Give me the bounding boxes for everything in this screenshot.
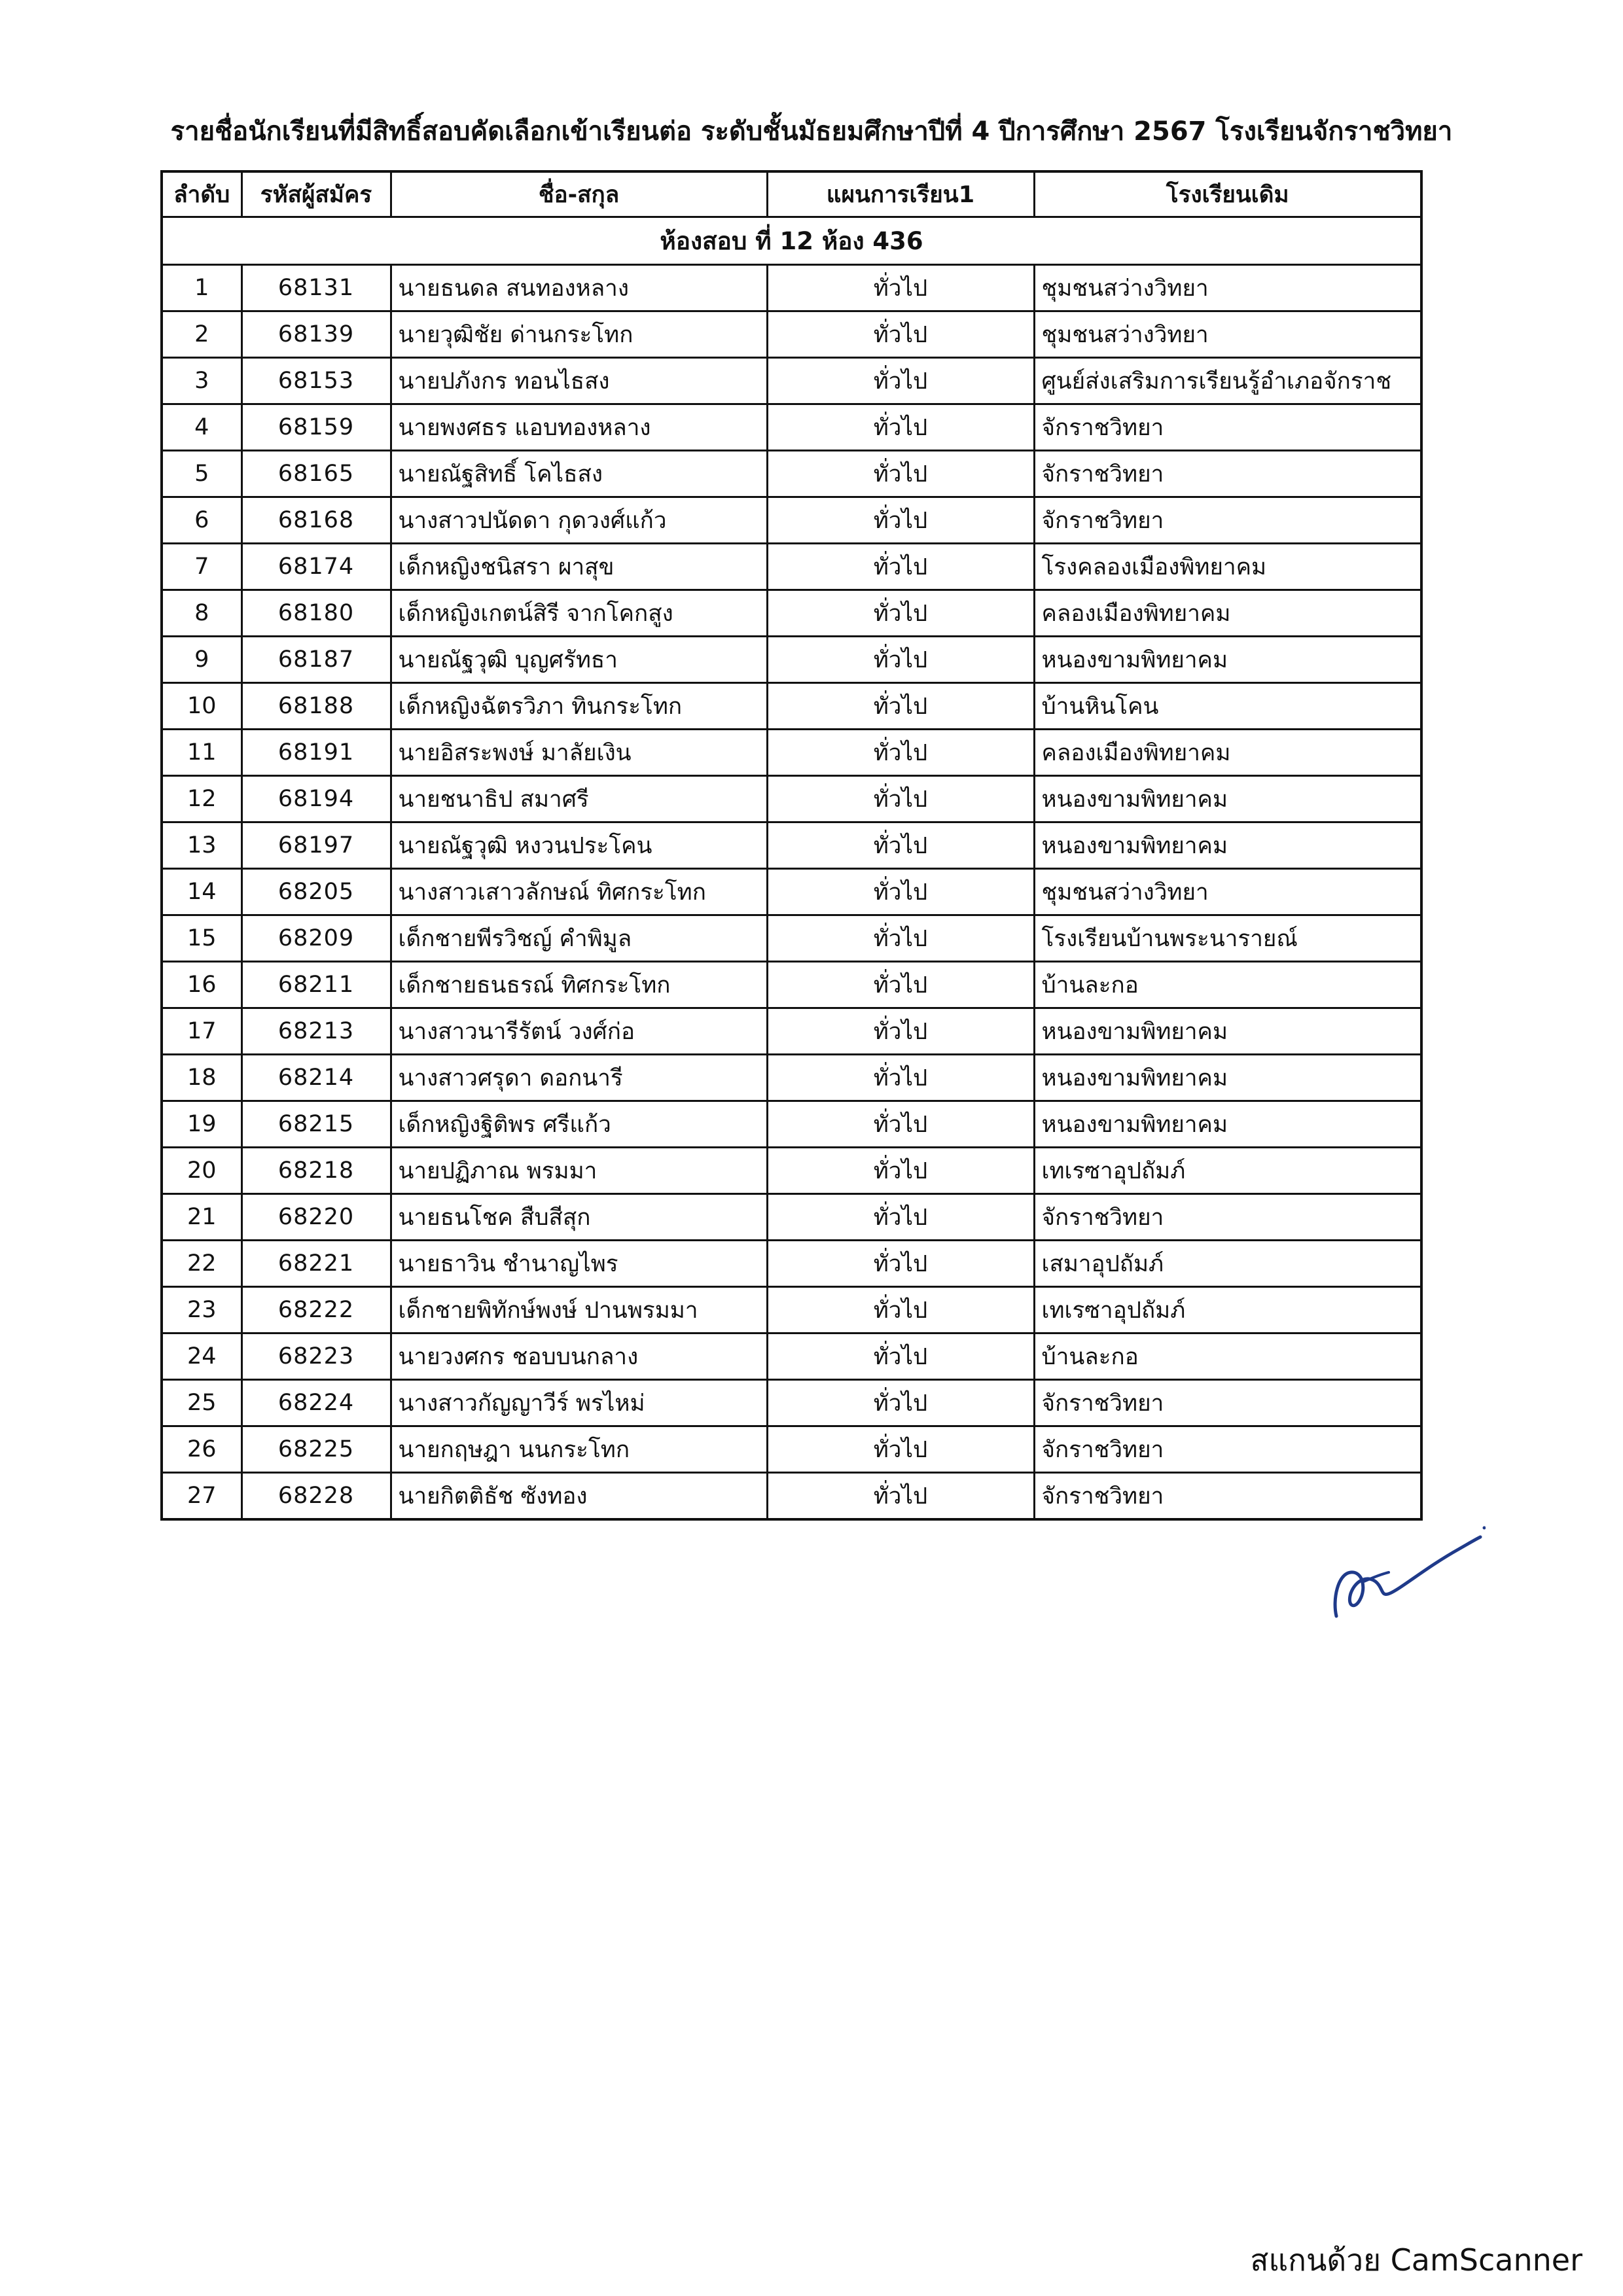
- cell-name: นายณัฐวุฒิ บุญศรัทธา: [391, 637, 767, 683]
- cell-code: 68223: [241, 1333, 391, 1380]
- cell-code: 68194: [241, 776, 391, 822]
- cell-no: 22: [162, 1241, 241, 1287]
- cell-no: 9: [162, 637, 241, 683]
- cell-name: เด็กหญิงฉัตรวิภา ทินกระโทก: [391, 683, 767, 730]
- cell-no: 7: [162, 544, 241, 590]
- cell-name: นายกฤษฎา นนกระโทก: [391, 1426, 767, 1473]
- cell-plan: ทั่วไป: [767, 311, 1034, 358]
- cell-no: 27: [162, 1473, 241, 1520]
- table-row: [162, 962, 1421, 1008]
- cell-school: หนองขามพิทยาคม: [1034, 1101, 1421, 1148]
- table-row: [162, 822, 1421, 869]
- cell-name: เด็กชายธนธรณ์ ทิศกระโทก: [391, 962, 767, 1008]
- cell-school: ชุมชนสว่างวิทยา: [1034, 265, 1421, 311]
- cell-plan: ทั่วไป: [767, 1380, 1034, 1426]
- cell-school: โรงคลองเมืองพิทยาคม: [1034, 544, 1421, 590]
- table-body: [162, 217, 1421, 1520]
- table-row: [162, 1008, 1421, 1055]
- cell-school: บ้านละกอ: [1034, 962, 1421, 1008]
- cell-school: จักราชวิทยา: [1034, 451, 1421, 497]
- exam-room-label: ห้องสอบ ที่ 12 ห้อง 436: [162, 217, 1421, 265]
- cell-school: บ้านละกอ: [1034, 1333, 1421, 1380]
- table-row: [162, 1241, 1421, 1287]
- table-row: [162, 869, 1421, 915]
- cell-name: นายพงศธร แอบทองหลาง: [391, 404, 767, 451]
- cell-plan: ทั่วไป: [767, 1101, 1034, 1148]
- cell-name: เด็กชายพิทักษ์พงษ์ ปานพรมมา: [391, 1287, 767, 1333]
- cell-name: นายณัฐวุฒิ หงวนประโคน: [391, 822, 767, 869]
- cell-name: เด็กหญิงฐิติพร ศรีแก้ว: [391, 1101, 767, 1148]
- cell-no: 5: [162, 451, 241, 497]
- cell-code: 68220: [241, 1194, 391, 1241]
- table-row: [162, 1426, 1421, 1473]
- cell-no: 23: [162, 1287, 241, 1333]
- cell-school: หนองขามพิทยาคม: [1034, 822, 1421, 869]
- cell-plan: ทั่วไป: [767, 637, 1034, 683]
- cell-no: 4: [162, 404, 241, 451]
- cell-plan: ทั่วไป: [767, 683, 1034, 730]
- cell-plan: ทั่วไป: [767, 1241, 1034, 1287]
- table-row: [162, 590, 1421, 637]
- cell-no: 25: [162, 1380, 241, 1426]
- table-row: [162, 637, 1421, 683]
- cell-name: เด็กชายพีรวิชญ์ คำพิมูล: [391, 915, 767, 962]
- cell-plan: ทั่วไป: [767, 1008, 1034, 1055]
- table-row: [162, 404, 1421, 451]
- table-row: [162, 544, 1421, 590]
- cell-no: 21: [162, 1194, 241, 1241]
- cell-name: นางสาวศรุดา ดอกนารี: [391, 1055, 767, 1101]
- cell-no: 8: [162, 590, 241, 637]
- table-row: [162, 1148, 1421, 1194]
- table-row: [162, 497, 1421, 544]
- cell-no: 1: [162, 265, 241, 311]
- cell-code: 68225: [241, 1426, 391, 1473]
- cell-code: 68213: [241, 1008, 391, 1055]
- header-no: ลำดับ: [162, 171, 241, 217]
- table-row: [162, 915, 1421, 962]
- cell-plan: ทั่วไป: [767, 404, 1034, 451]
- cell-code: 68221: [241, 1241, 391, 1287]
- cell-school: หนองขามพิทยาคม: [1034, 1008, 1421, 1055]
- cell-plan: ทั่วไป: [767, 1426, 1034, 1473]
- header-name: ชื่อ-สกุล: [391, 171, 767, 217]
- cell-name: นายธนดล สนทองหลาง: [391, 265, 767, 311]
- table-row: [162, 776, 1421, 822]
- cell-no: 2: [162, 311, 241, 358]
- cell-plan: ทั่วไป: [767, 451, 1034, 497]
- cell-code: 68187: [241, 637, 391, 683]
- cell-school: เสมาอุปถัมภ์: [1034, 1241, 1421, 1287]
- cell-plan: ทั่วไป: [767, 1194, 1034, 1241]
- cell-school: จักราชวิทยา: [1034, 1426, 1421, 1473]
- cell-plan: ทั่วไป: [767, 915, 1034, 962]
- cell-plan: ทั่วไป: [767, 822, 1034, 869]
- cell-school: คลองเมืองพิทยาคม: [1034, 590, 1421, 637]
- cell-name: นางสาวเสาวลักษณ์ ทิศกระโทก: [391, 869, 767, 915]
- table-row: [162, 1055, 1421, 1101]
- cell-no: 16: [162, 962, 241, 1008]
- cell-plan: ทั่วไป: [767, 1287, 1034, 1333]
- cell-school: หนองขามพิทยาคม: [1034, 776, 1421, 822]
- cell-plan: ทั่วไป: [767, 358, 1034, 404]
- cell-no: 10: [162, 683, 241, 730]
- student-list-table: [160, 170, 1423, 1521]
- cell-code: 68153: [241, 358, 391, 404]
- cell-plan: ทั่วไป: [767, 776, 1034, 822]
- cell-school: ชุมชนสว่างวิทยา: [1034, 311, 1421, 358]
- cell-school: จักราชวิทยา: [1034, 497, 1421, 544]
- cell-school: ศูนย์ส่งเสริมการเรียนรู้อำเภอจักราช: [1034, 358, 1421, 404]
- cell-code: 68165: [241, 451, 391, 497]
- table-row: [162, 1333, 1421, 1380]
- cell-no: 14: [162, 869, 241, 915]
- cell-no: 19: [162, 1101, 241, 1148]
- cell-plan: ทั่วไป: [767, 544, 1034, 590]
- cell-code: 68211: [241, 962, 391, 1008]
- cell-name: นายชนาธิป สมาศรี: [391, 776, 767, 822]
- table-row: [162, 1380, 1421, 1426]
- cell-name: นางสาวกัญญาวีร์ พรไหม่: [391, 1380, 767, 1426]
- cell-code: 68215: [241, 1101, 391, 1148]
- cell-no: 17: [162, 1008, 241, 1055]
- header-school: โรงเรียนเดิม: [1034, 171, 1421, 217]
- cell-plan: ทั่วไป: [767, 1055, 1034, 1101]
- cell-code: 68180: [241, 590, 391, 637]
- cell-code: 68174: [241, 544, 391, 590]
- cell-no: 3: [162, 358, 241, 404]
- cell-name: นายธาวิน ชำนาญไพร: [391, 1241, 767, 1287]
- cell-name: นายณัฐสิทธิ์ โคไธสง: [391, 451, 767, 497]
- cell-plan: ทั่วไป: [767, 497, 1034, 544]
- table-row: [162, 1101, 1421, 1148]
- table-header-row: [162, 171, 1421, 217]
- cell-code: 68228: [241, 1473, 391, 1520]
- cell-no: 15: [162, 915, 241, 962]
- cell-no: 18: [162, 1055, 241, 1101]
- cell-plan: ทั่วไป: [767, 590, 1034, 637]
- table-row: [162, 311, 1421, 358]
- cell-school: บ้านหินโคน: [1034, 683, 1421, 730]
- cell-school: โรงเรียนบ้านพระนารายณ์: [1034, 915, 1421, 962]
- cell-no: 24: [162, 1333, 241, 1380]
- cell-code: 68191: [241, 730, 391, 776]
- cell-no: 11: [162, 730, 241, 776]
- cell-school: หนองขามพิทยาคม: [1034, 637, 1421, 683]
- table-row: [162, 1473, 1421, 1520]
- cell-name: นางสาวนารีรัตน์ วงศ์ก่อ: [391, 1008, 767, 1055]
- cell-code: 68159: [241, 404, 391, 451]
- cell-name: นายวงศกร ชอบบนกลาง: [391, 1333, 767, 1380]
- cell-no: 13: [162, 822, 241, 869]
- cell-school: จักราชวิทยา: [1034, 1194, 1421, 1241]
- cell-name: นายวุฒิชัย ด่านกระโทก: [391, 311, 767, 358]
- cell-plan: ทั่วไป: [767, 1148, 1034, 1194]
- cell-school: เทเรซาอุปถัมภ์: [1034, 1287, 1421, 1333]
- cell-plan: ทั่วไป: [767, 869, 1034, 915]
- header-plan: แผนการเรียน1: [767, 171, 1034, 217]
- cell-name: นายปฏิภาณ พรมมา: [391, 1148, 767, 1194]
- cell-code: 68197: [241, 822, 391, 869]
- cell-name: นายปภังกร ทอนไธสง: [391, 358, 767, 404]
- cell-name: นายอิสระพงษ์ มาลัยเงิน: [391, 730, 767, 776]
- cell-name: เด็กหญิงเกตน์สิรี จากโคกสูง: [391, 590, 767, 637]
- cell-code: 68139: [241, 311, 391, 358]
- cell-name: นายกิตติธัช ซังทอง: [391, 1473, 767, 1520]
- table-row: [162, 1287, 1421, 1333]
- cell-no: 20: [162, 1148, 241, 1194]
- cell-school: จักราชวิทยา: [1034, 1380, 1421, 1426]
- cell-school: หนองขามพิทยาคม: [1034, 1055, 1421, 1101]
- cell-plan: ทั่วไป: [767, 962, 1034, 1008]
- cell-code: 68214: [241, 1055, 391, 1101]
- cell-plan: ทั่วไป: [767, 1473, 1034, 1520]
- cell-code: 68205: [241, 869, 391, 915]
- cell-code: 68222: [241, 1287, 391, 1333]
- cell-code: 68168: [241, 497, 391, 544]
- table-row: [162, 265, 1421, 311]
- cell-plan: ทั่วไป: [767, 730, 1034, 776]
- cell-plan: ทั่วไป: [767, 265, 1034, 311]
- table-row: [162, 730, 1421, 776]
- cell-no: 26: [162, 1426, 241, 1473]
- signature-mark: [1329, 1502, 1486, 1626]
- cell-name: นายธนโชค สืบสีสุก: [391, 1194, 767, 1241]
- header-code: รหัสผู้สมัคร: [241, 171, 391, 217]
- cell-school: จักราชวิทยา: [1034, 404, 1421, 451]
- scanner-watermark: สแกนด้วย CamScanner: [1250, 2242, 1582, 2278]
- cell-code: 68224: [241, 1380, 391, 1426]
- cell-name: นางสาวปนัดดา กุดวงศ์แก้ว: [391, 497, 767, 544]
- cell-school: คลองเมืองพิทยาคม: [1034, 730, 1421, 776]
- table-row: [162, 358, 1421, 404]
- table-row: [162, 683, 1421, 730]
- cell-plan: ทั่วไป: [767, 1333, 1034, 1380]
- table-row: [162, 451, 1421, 497]
- room-row: [162, 217, 1421, 265]
- cell-school: เทเรซาอุปถัมภ์: [1034, 1148, 1421, 1194]
- cell-no: 12: [162, 776, 241, 822]
- cell-name: เด็กหญิงชนิสรา ผาสุข: [391, 544, 767, 590]
- cell-code: 68209: [241, 915, 391, 962]
- cell-code: 68218: [241, 1148, 391, 1194]
- cell-school: ชุมชนสว่างวิทยา: [1034, 869, 1421, 915]
- cell-code: 68131: [241, 265, 391, 311]
- cell-no: 6: [162, 497, 241, 544]
- document-title: รายชื่อนักเรียนที่มีสิทธิ์สอบคัดเลือกเข้าเรียนต่อ ระดับชั้นมัธยมศึกษาปีที่ 4 ปีการศึกษา 2567 โรงเรียนจักราชวิทยา: [170, 116, 1453, 147]
- table-row: [162, 1194, 1421, 1241]
- cell-code: 68188: [241, 683, 391, 730]
- cell-school: จักราชวิทยา: [1034, 1473, 1421, 1520]
